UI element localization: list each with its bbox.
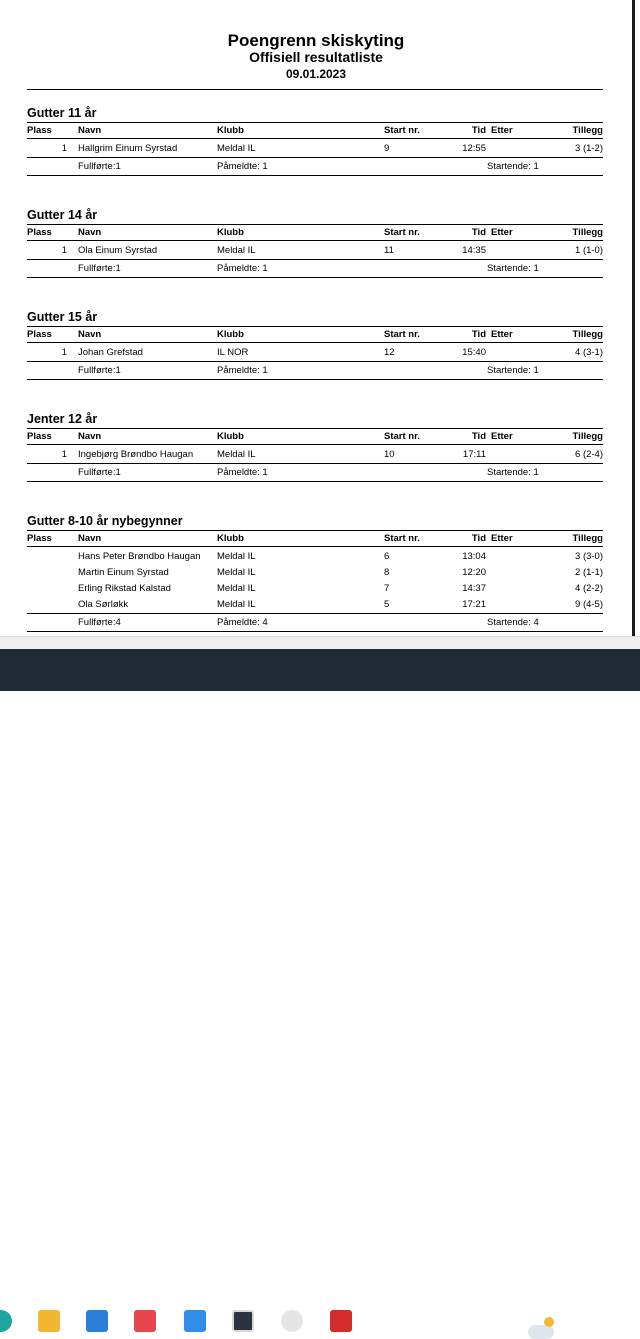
result-tid: 14:37 — [462, 583, 486, 594]
result-tid: 12:20 — [462, 567, 486, 578]
column-header-tillegg: Tillegg — [572, 227, 603, 238]
result-navn: Hans Peter Brøndbo Haugan — [78, 551, 201, 562]
result-navn: Ola Einum Syrstad — [78, 245, 158, 256]
column-header-tid: Tid — [471, 533, 486, 544]
result-plass: 1 — [61, 347, 67, 358]
summary-bottom-rule — [27, 481, 603, 482]
result-tillegg: 2 (1-1) — [575, 567, 603, 578]
column-header-startnr: Start nr. — [384, 431, 420, 442]
section-title: Gutter 15 år — [27, 310, 98, 324]
weather-text[interactable]: 7°C Skyet — [561, 1325, 615, 1339]
column-header-tillegg: Tillegg — [572, 125, 603, 136]
column-header-tid: Tid — [471, 125, 486, 136]
header-bottom-rule — [27, 444, 603, 445]
result-tillegg: 9 (4-5) — [575, 599, 603, 610]
column-header-plass: Plass — [27, 125, 52, 136]
column-header-navn: Navn — [78, 125, 102, 136]
edge-icon[interactable] — [0, 1310, 12, 1332]
result-tid: 17:11 — [462, 449, 486, 460]
microsoft-store-icon[interactable] — [86, 1310, 108, 1332]
column-header-plass: Plass — [27, 227, 52, 238]
summary-pameldte: Påmeldte: 4 — [217, 617, 268, 628]
result-tid: 14:35 — [462, 245, 486, 256]
summary-top-rule — [27, 259, 603, 260]
result-tid: 13:04 — [462, 551, 486, 562]
section-title: Jenter 12 år — [27, 412, 98, 426]
result-klubb: IL NOR — [217, 347, 249, 358]
result-startnr: 10 — [384, 449, 395, 460]
section-top-rule — [27, 428, 603, 429]
summary-startende: Startende: 1 — [487, 161, 539, 172]
result-plass: 1 — [61, 143, 67, 154]
result-startnr: 6 — [384, 551, 390, 562]
taskbar — [0, 649, 640, 1339]
column-header-klubb: Klubb — [217, 431, 244, 442]
result-navn: Ola Sørløkk — [78, 599, 129, 610]
summary-top-rule — [27, 361, 603, 362]
result-navn: Martin Einum Syrstad — [78, 567, 169, 578]
result-startnr: 9 — [384, 143, 390, 154]
result-tillegg: 3 (3-0) — [575, 551, 603, 562]
result-klubb: Meldal IL — [217, 449, 256, 460]
summary-startende: Startende: 1 — [487, 263, 539, 274]
header-bottom-rule — [27, 138, 603, 139]
result-tid: 12:55 — [462, 143, 486, 154]
summary-bottom-rule — [27, 175, 603, 176]
mail-icon[interactable] — [184, 1310, 206, 1332]
column-header-etter: Etter — [491, 329, 513, 340]
result-tillegg: 4 (3-1) — [575, 347, 603, 358]
header-bottom-rule — [27, 240, 603, 241]
result-startnr: 5 — [384, 599, 390, 610]
report-title: Poengrenn skiskyting — [227, 31, 405, 50]
summary-top-rule — [27, 613, 603, 614]
report-date: 09.01.2023 — [285, 67, 347, 81]
column-header-tillegg: Tillegg — [572, 329, 603, 340]
result-startnr: 12 — [384, 347, 395, 358]
file-explorer-icon[interactable] — [38, 1310, 60, 1332]
result-tid: 17:21 — [462, 599, 486, 610]
result-tillegg: 4 (2-2) — [575, 583, 603, 594]
column-header-tid: Tid — [471, 431, 486, 442]
report-subtitle: Offisiell resultatliste — [249, 49, 383, 65]
result-startnr: 11 — [384, 245, 394, 256]
summary-pameldte: Påmeldte: 1 — [217, 263, 268, 274]
eq-app-icon[interactable] — [232, 1310, 254, 1332]
column-header-klubb: Klubb — [217, 533, 244, 544]
result-plass: 1 — [61, 245, 67, 256]
summary-startende: Startende: 4 — [487, 617, 539, 628]
column-header-startnr: Start nr. — [384, 125, 420, 136]
summary-fullforte: Fullførte:1 — [78, 263, 121, 274]
result-tillegg: 1 (1-0) — [575, 245, 603, 256]
column-header-etter: Etter — [491, 431, 513, 442]
section-title: Gutter 14 år — [27, 208, 98, 222]
column-header-plass: Plass — [27, 329, 52, 340]
summary-fullforte: Fullførte:4 — [78, 617, 121, 628]
summary-pameldte: Påmeldte: 1 — [217, 467, 268, 478]
summary-pameldte: Påmeldte: 1 — [217, 365, 268, 376]
column-header-tillegg: Tillegg — [572, 533, 603, 544]
result-tillegg: 6 (2-4) — [575, 449, 603, 460]
result-tillegg: 3 (1-2) — [575, 143, 603, 154]
result-klubb: Meldal IL — [217, 567, 256, 578]
acrobat-icon[interactable] — [330, 1310, 352, 1332]
column-header-klubb: Klubb — [217, 125, 244, 136]
result-tid: 15:40 — [462, 347, 486, 358]
column-header-plass: Plass — [27, 533, 52, 544]
column-header-etter: Etter — [491, 533, 513, 544]
result-navn: Hallgrim Einum Syrstad — [78, 143, 178, 154]
column-header-navn: Navn — [78, 329, 102, 340]
result-klubb: Meldal IL — [217, 599, 256, 610]
section-title: Gutter 8-10 år nybegynner — [27, 514, 183, 528]
summary-startende: Startende: 1 — [487, 467, 539, 478]
column-header-plass: Plass — [27, 431, 52, 442]
section-title: Gutter 11 år — [27, 106, 97, 120]
column-header-tid: Tid — [471, 329, 486, 340]
column-header-startnr: Start nr. — [384, 329, 420, 340]
horizontal-scrollbar[interactable] — [0, 636, 640, 650]
result-klubb: Meldal IL — [217, 245, 256, 256]
result-navn: Erling Rikstad Kalstad — [78, 583, 171, 594]
result-navn: Johan Grefstad — [78, 347, 143, 358]
sun-icon — [544, 1317, 554, 1327]
summary-top-rule — [27, 157, 603, 158]
column-header-klubb: Klubb — [217, 329, 244, 340]
header-bottom-rule — [27, 342, 603, 343]
result-klubb: Meldal IL — [217, 583, 256, 594]
column-header-tid: Tid — [471, 227, 486, 238]
section-top-rule — [27, 122, 603, 123]
header-bottom-rule — [27, 546, 603, 547]
section-top-rule — [27, 224, 603, 225]
summary-fullforte: Fullførte:1 — [78, 467, 121, 478]
result-plass: 1 — [61, 449, 67, 460]
summary-top-rule — [27, 463, 603, 464]
column-header-etter: Etter — [491, 125, 513, 136]
summary-bottom-rule — [27, 277, 603, 278]
column-header-navn: Navn — [78, 227, 102, 238]
summary-pameldte: Påmeldte: 1 — [217, 161, 268, 172]
column-header-startnr: Start nr. — [384, 533, 420, 544]
gift-icon[interactable] — [134, 1310, 156, 1332]
section-top-rule — [27, 326, 603, 327]
chrome-icon[interactable] — [281, 1310, 303, 1332]
header-rule — [27, 89, 603, 90]
result-klubb: Meldal IL — [217, 143, 256, 154]
section-top-rule — [27, 530, 603, 531]
result-klubb: Meldal IL — [217, 551, 256, 562]
column-header-klubb: Klubb — [217, 227, 244, 238]
result-navn: Ingebjørg Brøndbo Haugan — [78, 449, 194, 460]
summary-startende: Startende: 1 — [487, 365, 539, 376]
column-header-startnr: Start nr. — [384, 227, 420, 238]
column-header-etter: Etter — [491, 227, 513, 238]
result-startnr: 7 — [384, 583, 390, 594]
result-startnr: 8 — [384, 567, 390, 578]
column-header-tillegg: Tillegg — [572, 431, 603, 442]
summary-bottom-rule — [27, 379, 603, 380]
cloud-icon — [528, 1325, 554, 1339]
column-header-navn: Navn — [78, 431, 102, 442]
summary-fullforte: Fullførte:1 — [78, 365, 121, 376]
column-header-navn: Navn — [78, 533, 102, 544]
summary-bottom-rule — [27, 631, 603, 632]
report-page — [0, 0, 632, 636]
summary-fullforte: Fullførte:1 — [78, 161, 121, 172]
